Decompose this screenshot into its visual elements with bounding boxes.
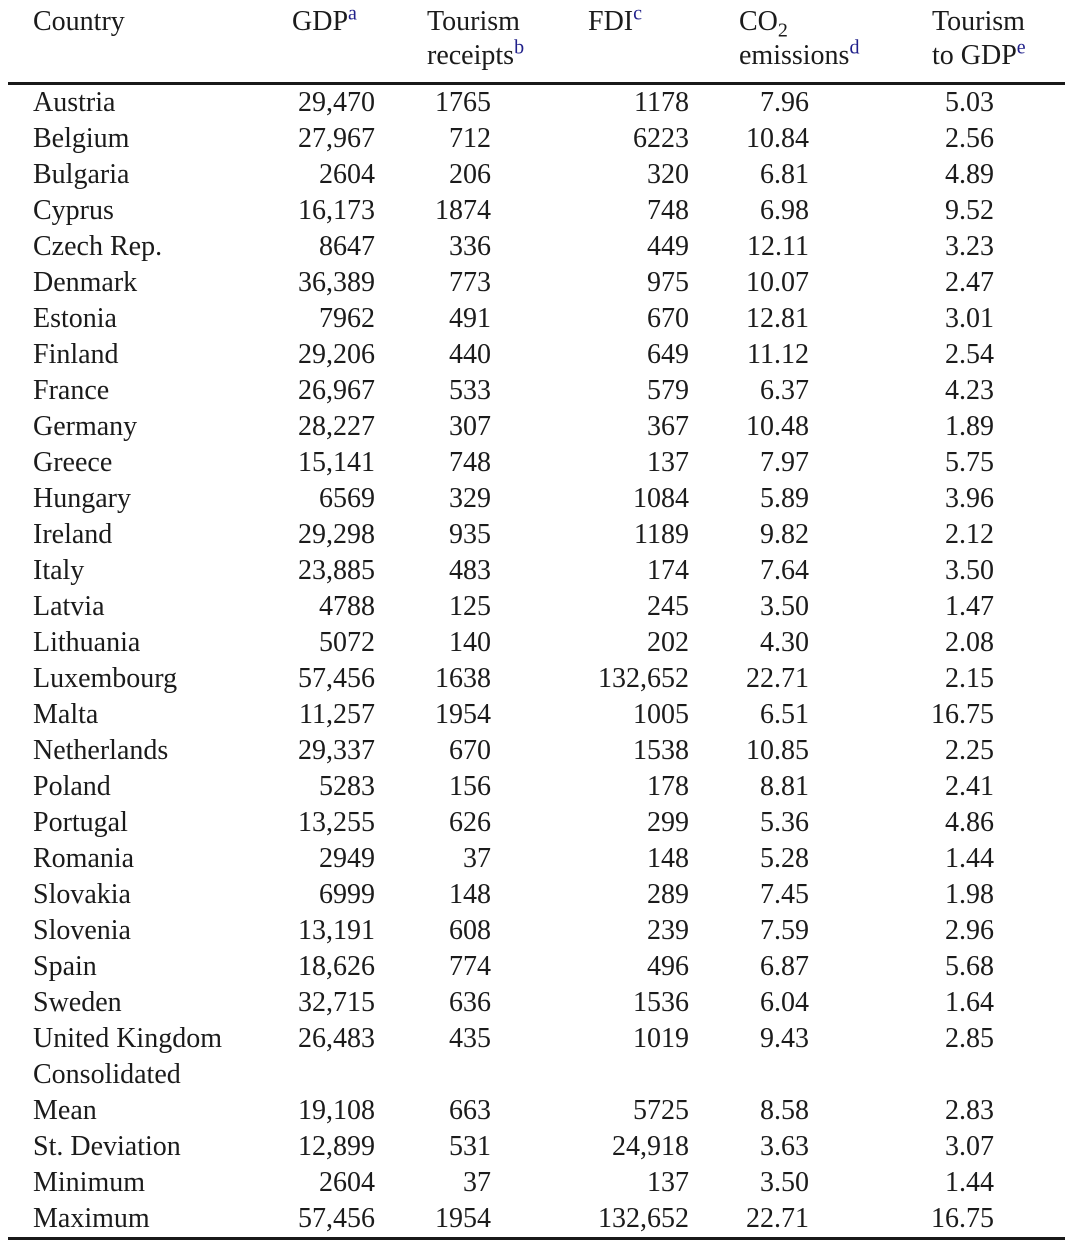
- value-cell: 1.47: [945, 591, 994, 622]
- value-cell: 2.47: [945, 267, 994, 298]
- country-cell: Lithuania: [33, 627, 141, 658]
- country-cell: Romania: [33, 843, 135, 874]
- value-cell: 2.08: [945, 627, 994, 658]
- country-cell: Czech Rep.: [33, 231, 163, 262]
- country-cell: Finland: [33, 339, 119, 370]
- table-row: [8, 697, 1065, 733]
- country-statistics-table: [8, 0, 1065, 1240]
- country-cell: Cyprus: [33, 195, 114, 226]
- country-cell: Portugal: [33, 807, 128, 838]
- value-cell: 579: [647, 375, 689, 406]
- value-cell: 137: [647, 1167, 689, 1198]
- value-cell: 16.75: [931, 1203, 994, 1234]
- value-cell: 1954: [435, 699, 491, 730]
- value-cell: 16.75: [931, 699, 994, 730]
- country-cell: St. Deviation: [33, 1131, 181, 1162]
- value-cell: 4.23: [945, 375, 994, 406]
- value-cell: 6223: [633, 123, 689, 154]
- value-cell: 496: [647, 951, 689, 982]
- column-header-gdp: [260, 0, 375, 84]
- value-cell: 6569: [319, 483, 375, 514]
- value-cell: 206: [449, 159, 491, 190]
- value-cell: 5072: [319, 627, 375, 658]
- value-cell: 1765: [435, 87, 491, 118]
- header-label: Tourism: [427, 6, 520, 37]
- table-row: [8, 733, 1065, 769]
- value-cell: [491, 1057, 689, 1093]
- value-cell: 156: [449, 771, 491, 802]
- table-row: [8, 769, 1065, 805]
- value-cell: 202: [647, 627, 689, 658]
- country-cell: Maximum: [33, 1203, 150, 1234]
- value-cell: 1954: [435, 1203, 491, 1234]
- value-cell: 29,298: [298, 519, 375, 550]
- column-header-co2-emissions: [689, 0, 860, 84]
- value-cell: 2604: [319, 1167, 375, 1198]
- footnote-marker-e[interactable]: e: [1016, 36, 1026, 59]
- value-cell: 663: [449, 1095, 491, 1126]
- country-cell: Slovakia: [33, 879, 131, 910]
- country-cell: Ireland: [33, 519, 113, 550]
- value-cell: 3.50: [760, 591, 809, 622]
- value-cell: 10.84: [746, 123, 809, 154]
- table-row: [8, 985, 1065, 1021]
- value-cell: 1019: [633, 1023, 689, 1054]
- value-cell: 2.85: [945, 1023, 994, 1054]
- value-cell: 2.15: [945, 663, 994, 694]
- value-cell: 608: [449, 915, 491, 946]
- value-cell: 935: [449, 519, 491, 550]
- table-row: [8, 589, 1065, 625]
- value-cell: 975: [647, 267, 689, 298]
- value-cell: 245: [647, 591, 689, 622]
- value-cell: 670: [647, 303, 689, 334]
- value-cell: 148: [647, 843, 689, 874]
- country-cell: Estonia: [33, 303, 117, 334]
- value-cell: [260, 1057, 375, 1093]
- header-label: to GDP: [932, 40, 1017, 71]
- value-cell: 483: [449, 555, 491, 586]
- value-cell: [809, 1057, 994, 1093]
- value-cell: 5.68: [945, 951, 994, 982]
- value-cell: 6999: [319, 879, 375, 910]
- table-row: [8, 553, 1065, 589]
- table-row: [8, 1057, 1065, 1093]
- value-cell: 57,456: [298, 1203, 375, 1234]
- value-cell: 7.64: [760, 555, 809, 586]
- value-cell: 7.97: [760, 447, 809, 478]
- column-header-country: [8, 0, 260, 84]
- value-cell: 10.48: [746, 411, 809, 442]
- value-cell: 18,626: [298, 951, 375, 982]
- value-cell: 5725: [633, 1095, 689, 1126]
- header-label: Country: [33, 6, 125, 37]
- country-cell: Mean: [33, 1095, 97, 1126]
- value-cell: 491: [449, 303, 491, 334]
- value-cell: 8.81: [760, 771, 809, 802]
- value-cell: 11.12: [747, 339, 809, 370]
- table-row: [8, 913, 1065, 949]
- header-label: GDP: [292, 6, 349, 37]
- value-cell: 531: [449, 1131, 491, 1162]
- header-label: emissions: [739, 40, 850, 71]
- value-cell: 2.96: [945, 915, 994, 946]
- table-row: [8, 265, 1065, 301]
- country-cell: Sweden: [33, 987, 122, 1018]
- value-cell: 6.81: [760, 159, 809, 190]
- header-label: Tourism: [932, 6, 1025, 37]
- table-row: [8, 1129, 1065, 1165]
- value-cell: 329: [449, 483, 491, 514]
- table-row: [8, 1021, 1065, 1057]
- country-cell: United Kingdom: [33, 1023, 222, 1054]
- value-cell: 748: [647, 195, 689, 226]
- value-cell: 11,257: [299, 699, 375, 730]
- value-cell: 440: [449, 339, 491, 370]
- value-cell: 22.71: [746, 663, 809, 694]
- value-cell: 137: [647, 447, 689, 478]
- value-cell: 26,483: [298, 1023, 375, 1054]
- country-cell: Austria: [33, 87, 116, 118]
- table-row: [8, 877, 1065, 913]
- footnote-marker-c[interactable]: c: [633, 2, 643, 25]
- country-cell: Minimum: [33, 1167, 146, 1198]
- value-cell: 2949: [319, 843, 375, 874]
- table-row: [8, 193, 1065, 229]
- value-cell: 4.86: [945, 807, 994, 838]
- table-header: [8, 0, 1065, 84]
- column-header-tourism-receipts: [375, 0, 525, 84]
- value-cell: 1005: [633, 699, 689, 730]
- table-row: [8, 157, 1065, 193]
- value-cell: 1638: [435, 663, 491, 694]
- value-cell: 2.56: [945, 123, 994, 154]
- value-cell: 3.50: [945, 555, 994, 586]
- table-row: [8, 481, 1065, 517]
- country-cell: Slovenia: [33, 915, 131, 946]
- value-cell: 7.96: [760, 87, 809, 118]
- value-cell: 12.11: [747, 231, 809, 262]
- value-cell: 9.43: [760, 1023, 809, 1054]
- value-cell: 649: [647, 339, 689, 370]
- value-cell: 3.07: [945, 1131, 994, 1162]
- table-row: [8, 445, 1065, 481]
- table-row: [8, 373, 1065, 409]
- country-cell: Malta: [33, 699, 99, 730]
- footnote-marker-d[interactable]: d: [849, 36, 860, 59]
- country-cell: Poland: [33, 771, 111, 802]
- value-cell: 2.83: [945, 1095, 994, 1126]
- value-cell: 36,389: [298, 267, 375, 298]
- value-cell: 5.75: [945, 447, 994, 478]
- table-row: [8, 1201, 1065, 1239]
- value-cell: 1084: [633, 483, 689, 514]
- table-row: [8, 409, 1065, 445]
- value-cell: 3.23: [945, 231, 994, 262]
- value-cell: 2.54: [945, 339, 994, 370]
- value-cell: 24,918: [612, 1131, 689, 1162]
- country-cell: Netherlands: [33, 735, 169, 766]
- value-cell: 1.44: [945, 843, 994, 874]
- header-row: [8, 0, 1065, 84]
- header-label: CO: [739, 6, 778, 37]
- value-cell: 5.89: [760, 483, 809, 514]
- value-cell: 3.63: [760, 1131, 809, 1162]
- value-cell: 2.25: [945, 735, 994, 766]
- country-cell: Latvia: [33, 591, 105, 622]
- table-row: [8, 121, 1065, 157]
- value-cell: 774: [449, 951, 491, 982]
- value-cell: [375, 1057, 491, 1093]
- value-cell: 12,899: [298, 1131, 375, 1162]
- value-cell: 449: [647, 231, 689, 262]
- header-label: receipts: [427, 40, 515, 71]
- value-cell: 32,715: [298, 987, 375, 1018]
- value-cell: 26,967: [298, 375, 375, 406]
- value-cell: 2.12: [945, 519, 994, 550]
- value-cell: 1874: [435, 195, 491, 226]
- value-cell: 367: [647, 411, 689, 442]
- value-cell: 1.98: [945, 879, 994, 910]
- value-cell: 148: [449, 879, 491, 910]
- value-cell: 5.28: [760, 843, 809, 874]
- value-cell: 1.64: [945, 987, 994, 1018]
- value-cell: 9.82: [760, 519, 809, 550]
- value-cell: 1536: [633, 987, 689, 1018]
- value-cell: 3.50: [760, 1167, 809, 1198]
- value-cell: 15,141: [298, 447, 375, 478]
- value-cell: 9.52: [945, 195, 994, 226]
- value-cell: 636: [449, 987, 491, 1018]
- country-cell: France: [33, 375, 110, 406]
- value-cell: 5.36: [760, 807, 809, 838]
- value-cell: 7.59: [760, 915, 809, 946]
- value-cell: 748: [449, 447, 491, 478]
- value-cell: 712: [449, 123, 491, 154]
- value-cell: 13,255: [298, 807, 375, 838]
- header-label: FDI: [588, 6, 634, 37]
- value-cell: 307: [449, 411, 491, 442]
- table-row: [8, 625, 1065, 661]
- country-cell: Consolidated: [33, 1059, 181, 1090]
- value-cell: 57,456: [298, 663, 375, 694]
- value-cell: 1178: [634, 87, 689, 118]
- value-cell: 299: [647, 807, 689, 838]
- value-cell: 336: [449, 231, 491, 262]
- value-cell: 2.41: [945, 771, 994, 802]
- value-cell: 125: [449, 591, 491, 622]
- value-cell: 29,337: [298, 735, 375, 766]
- value-cell: 140: [449, 627, 491, 658]
- country-cell: Greece: [33, 447, 113, 478]
- value-cell: 132,652: [598, 663, 689, 694]
- table-row: [8, 1165, 1065, 1201]
- table-row: [8, 841, 1065, 877]
- country-cell: Belgium: [33, 123, 130, 154]
- value-cell: 6.87: [760, 951, 809, 982]
- country-cell: Spain: [33, 951, 97, 982]
- table-row: [8, 1093, 1065, 1129]
- value-cell: 10.85: [746, 735, 809, 766]
- value-cell: 10.07: [746, 267, 809, 298]
- value-cell: 1189: [634, 519, 689, 550]
- value-cell: 16,173: [298, 195, 375, 226]
- value-cell: 28,227: [298, 411, 375, 442]
- co2-subscript: 2: [777, 19, 788, 42]
- value-cell: 239: [647, 915, 689, 946]
- table-row: [8, 949, 1065, 985]
- value-cell: 27,967: [298, 123, 375, 154]
- value-cell: 533: [449, 375, 491, 406]
- value-cell: 7962: [319, 303, 375, 334]
- value-cell: 289: [647, 879, 689, 910]
- country-cell: Germany: [33, 411, 138, 442]
- country-cell: Luxembourg: [33, 663, 178, 694]
- value-cell: 626: [449, 807, 491, 838]
- value-cell: 174: [647, 555, 689, 586]
- value-cell: 1.44: [945, 1167, 994, 1198]
- value-cell: [689, 1057, 809, 1093]
- value-cell: 37: [463, 1167, 491, 1198]
- value-cell: 4.30: [760, 627, 809, 658]
- value-cell: 8647: [319, 231, 375, 262]
- table-row: [8, 805, 1065, 841]
- value-cell: 22.71: [746, 1203, 809, 1234]
- value-cell: 7.45: [760, 879, 809, 910]
- value-cell: 23,885: [298, 555, 375, 586]
- country-cell: Italy: [33, 555, 85, 586]
- value-cell: 3.96: [945, 483, 994, 514]
- value-cell: 3.01: [945, 303, 994, 334]
- value-cell: 8.58: [760, 1095, 809, 1126]
- value-cell: 6.37: [760, 375, 809, 406]
- value-cell: 2604: [319, 159, 375, 190]
- table-row: [8, 229, 1065, 265]
- value-cell: 670: [449, 735, 491, 766]
- value-cell: 5.03: [945, 87, 994, 118]
- value-cell: 5283: [319, 771, 375, 802]
- table-body: [8, 84, 1065, 1239]
- value-cell: 132,652: [598, 1203, 689, 1234]
- value-cell: 6.04: [760, 987, 809, 1018]
- table-row: [8, 517, 1065, 553]
- value-cell: 178: [647, 771, 689, 802]
- value-cell: 4.89: [945, 159, 994, 190]
- country-cell: Hungary: [33, 483, 131, 514]
- value-cell: 320: [647, 159, 689, 190]
- value-cell: 29,470: [298, 87, 375, 118]
- value-cell: 19,108: [298, 1095, 375, 1126]
- value-cell: 37: [463, 843, 491, 874]
- value-cell: 773: [449, 267, 491, 298]
- country-cell: Denmark: [33, 267, 138, 298]
- country-cell: Bulgaria: [33, 159, 130, 190]
- value-cell: 6.51: [760, 699, 809, 730]
- value-cell: 1538: [633, 735, 689, 766]
- table-row: [8, 661, 1065, 697]
- value-cell: 12.81: [746, 303, 809, 334]
- value-cell: 29,206: [298, 339, 375, 370]
- value-cell: 435: [449, 1023, 491, 1054]
- table-row: [8, 337, 1065, 373]
- value-cell: 1.89: [945, 411, 994, 442]
- footnote-marker-a[interactable]: a: [348, 2, 357, 25]
- table-row: [8, 301, 1065, 337]
- table-row: [8, 84, 1065, 122]
- value-cell: 4788: [319, 591, 375, 622]
- value-cell: 13,191: [298, 915, 375, 946]
- footnote-marker-b[interactable]: b: [514, 36, 525, 59]
- value-cell: 6.98: [760, 195, 809, 226]
